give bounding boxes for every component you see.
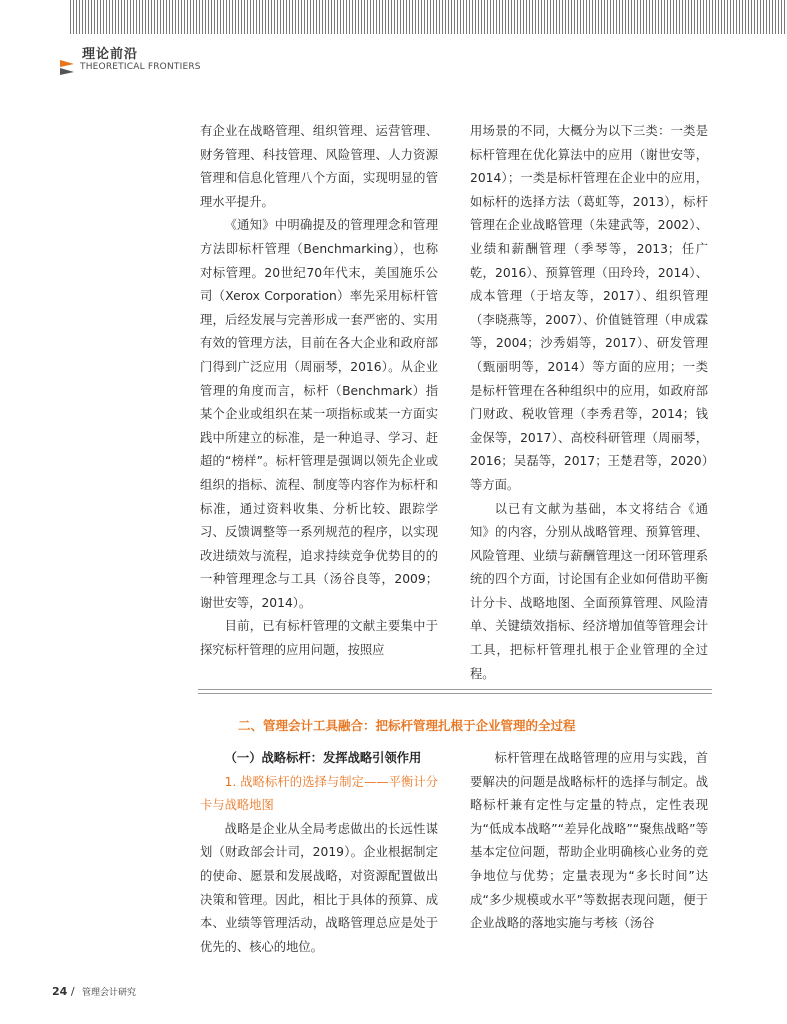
lower-left-column <box>200 747 438 959</box>
paragraph: 标杆管理在战略管理的应用与实践，首要解决的问题是战略标杆的选择与制定。战略标杆兼有定性与定量的特点，定性表现为“低成本战略”“差异化战略”“聚焦战略”等基本定位问题，帮助企业明确核心业务的竞争地位与优势；定量表现为“多长时间”达成“多少规模或水平”等数据表现问题，便于企业战略的落地实施与考核（汤谷 <box>470 751 708 931</box>
section-heading: 二、管理会计工具融合：把标杆管理扎根于企业管理的全过程 <box>238 718 576 733</box>
upper-right-column <box>470 120 708 686</box>
page-number: 24 <box>52 985 68 998</box>
subsubsection-heading: 1. 战略标杆的选择与制定——平衡计分卡与战略地图 <box>200 774 438 813</box>
subsection-heading: （一）战略标杆：发挥战略引领作用 <box>224 751 422 765</box>
upper-left-column <box>200 120 438 663</box>
section-subtitle: THEORETICAL FRONTIERS <box>80 62 201 72</box>
header-stripe-band <box>70 0 787 34</box>
footer-separator: / <box>70 985 75 998</box>
page-footer <box>52 985 136 998</box>
section-arrow-icon <box>60 58 76 76</box>
paragraph: 有企业在战略管理、组织管理、运营管理、财务管理、科技管理、风险管理、人力资源管理和信息化管理八个方面，实现明显的管理水平提升。 <box>200 124 438 209</box>
paragraph: 用场景的不同，大概分为以下三类：一类是标杆管理在优化算法中的应用（谢世安等，2014）；一类是标杆管理在企业中的应用，如标杆的选择方法（葛虹等，2013），标杆管理在企业战略管理（朱建武等，2002）、业绩和薪酬管理（季琴等，2013；任广乾，2016）、预算管理（田玲玲，2014）、成本管理（于培友等，2017）、组织管理（李晓燕等，2007）、价值链管理（申成霖等，2004；沙秀娟等，2017）、研发管理（甄丽明等，2014）等方面的应用；一类是标杆管理在各种组织中的应用，如政府部门财政、税收管理（李秀君等，2014；钱金保等，2017）、高校科研管理（周丽琴，2016；吴磊等，2017；王楚君等，2020）等方面。 <box>470 124 708 492</box>
section-title: 理论前沿 <box>82 47 139 62</box>
paragraph: 战略是企业从全局考虑做出的长远性谋划（财政部会计司，2019）。企业根据制定的使命、愿景和发展战略，对资源配置做出决策和管理。因此，相比于具体的预算、成本、业绩等管理活动，战略管理总应是处于优先的、核心的地位。 <box>200 821 438 954</box>
paragraph: 《通知》中明确提及的管理理念和管理方法即标杆管理（Benchmarking），也称对标管理。20世纪70年代末，美国施乐公司（Xerox Corporation）率先采用标杆管理，后经发展与完善形成一套严密的、实用有效的管理方法，目前在各大企业和政府部门得到广泛应用（周丽琴，2016）。从企业管理的角度而言，标杆（Benchmark）指某个企业或组织在某一项指标或某一方面实践中所建立的标准，是一种追寻、学习、赶超的“榜样”。标杆管理是强调以领先企业或组织的指标、流程、制度等内容作为标杆和标准，通过资料收集、分析比较、跟踪学习、反馈调整等一系列规范的程序，以实现改进绩效与流程，追求持续竞争优势目的的一种管理理念与工具（汤谷良等，2009；谢世安等，2014）。 <box>200 218 438 610</box>
journal-name: 管理会计研究 <box>82 988 137 998</box>
paragraph: 以已有文献为基础，本文将结合《通知》的内容，分别从战略管理、预算管理、风险管理、业绩与薪酬管理这一闭环管理系统的四个方面，讨论国有企业如何借助平衡计分卡、战略地图、全面预算管理、风险清单、关键绩效指标、经济增加值等管理会计工具，把标杆管理扎根于企业管理的全过程。 <box>470 501 708 681</box>
paragraph: 目前，已有标杆管理的文献主要集中于探究标杆管理的应用问题，按照应 <box>200 619 438 658</box>
section-divider <box>198 689 712 694</box>
lower-right-column <box>470 747 708 936</box>
